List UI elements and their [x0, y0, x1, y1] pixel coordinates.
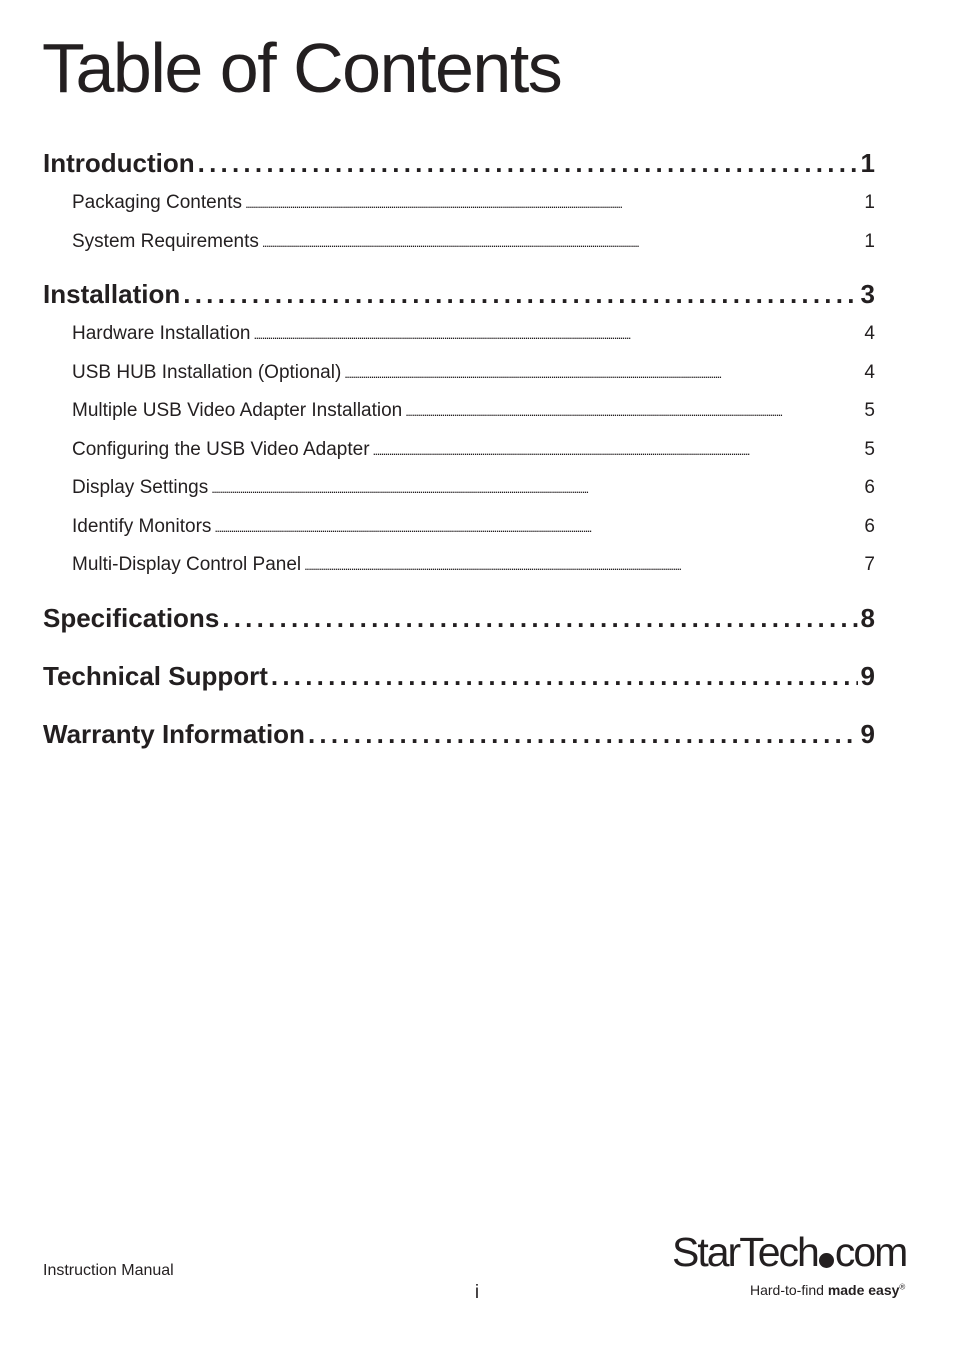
- toc-entry-label: System Requirements: [72, 230, 259, 252]
- footer-document-type: Instruction Manual: [43, 1262, 174, 1279]
- dot-leader: [262, 223, 862, 262]
- logo-tagline-start: Hard-to-find: [750, 1282, 824, 1298]
- dot-leader: [198, 148, 858, 179]
- toc-page-number: 1: [860, 148, 875, 178]
- toc-page-number: 6: [864, 477, 875, 498]
- dot-leader: [222, 603, 857, 634]
- toc-page-number: 5: [864, 400, 875, 421]
- toc-page-number: 4: [864, 323, 875, 344]
- logo-wordmark-end: com: [834, 1229, 907, 1275]
- toc-page-number: 4: [864, 361, 875, 383]
- toc-page-number: 9: [860, 660, 875, 691]
- toc-entry-specifications[interactable]: [43, 603, 875, 639]
- logo-dot-icon: [819, 1253, 834, 1268]
- toc-entry-installation[interactable]: [43, 279, 875, 315]
- toc-entry-configuring-usb-video-adapter[interactable]: [43, 431, 875, 470]
- toc-page-number: 1: [864, 230, 875, 252]
- registered-mark: ®: [899, 1282, 906, 1292]
- table-of-contents: [43, 148, 875, 755]
- toc-entry-label: Display Settings: [72, 477, 209, 498]
- toc-entry-label: Warranty Information: [43, 718, 305, 749]
- toc-entry-system-requirements[interactable]: [43, 223, 875, 262]
- dot-leader: [344, 354, 861, 393]
- dot-leader: [308, 719, 858, 750]
- logo-wordmark-start: StarTech: [672, 1229, 818, 1275]
- logo-tagline-bold: made easy: [827, 1282, 900, 1298]
- toc-page-number: 9: [860, 718, 875, 749]
- page-number: i: [474, 1282, 480, 1303]
- dot-leader: [373, 431, 862, 470]
- toc-page-number: 1: [864, 192, 875, 213]
- toc-entry-hardware-installation[interactable]: [43, 315, 875, 354]
- toc-page-number: 6: [864, 515, 875, 537]
- dot-leader: [271, 661, 858, 692]
- toc-entry-introduction[interactable]: [43, 148, 875, 184]
- logo-tagline: [750, 1282, 905, 1298]
- dot-leader: [183, 279, 857, 310]
- toc-entry-label: Installation: [43, 279, 181, 309]
- toc-entry-label: USB HUB Installation (Optional): [72, 361, 342, 383]
- toc-entry-label: Identify Monitors: [72, 515, 212, 537]
- dot-leader: [304, 546, 861, 585]
- toc-entry-packaging-contents[interactable]: [43, 184, 875, 223]
- dot-leader: [211, 469, 861, 508]
- toc-entry-multiple-usb-video-adapter-installation[interactable]: [43, 392, 875, 431]
- toc-entry-label: Hardware Installation: [72, 323, 251, 344]
- startech-logo: [672, 1229, 912, 1302]
- toc-entry-technical-support[interactable]: [43, 661, 875, 697]
- logo-wordmark: [672, 1229, 907, 1275]
- toc-page-number: 5: [864, 438, 875, 460]
- dot-leader: [214, 508, 861, 547]
- toc-page-number: 7: [864, 554, 875, 575]
- dot-leader: [245, 184, 861, 223]
- toc-entry-label: Introduction: [43, 148, 195, 178]
- toc-entry-usb-hub-installation[interactable]: [43, 354, 875, 393]
- toc-entry-display-settings[interactable]: [43, 469, 875, 508]
- toc-page-number: 3: [860, 279, 875, 309]
- toc-entry-multi-display-control-panel[interactable]: [43, 546, 875, 585]
- toc-page-number: 8: [860, 602, 875, 633]
- toc-entry-warranty-information[interactable]: [43, 719, 875, 755]
- dot-leader: [405, 392, 861, 431]
- toc-entry-label: Specifications: [43, 602, 220, 633]
- toc-entry-label: Packaging Contents: [72, 192, 243, 213]
- toc-entry-identify-monitors[interactable]: [43, 508, 875, 547]
- toc-entry-label: Configuring the USB Video Adapter: [72, 438, 370, 460]
- page-title: Table of Contents: [42, 29, 562, 107]
- toc-entry-label: Multi-Display Control Panel: [72, 554, 302, 575]
- toc-entry-label: Technical Support: [43, 660, 268, 691]
- dot-leader: [253, 315, 861, 354]
- toc-entry-label: Multiple USB Video Adapter Installation: [72, 400, 403, 421]
